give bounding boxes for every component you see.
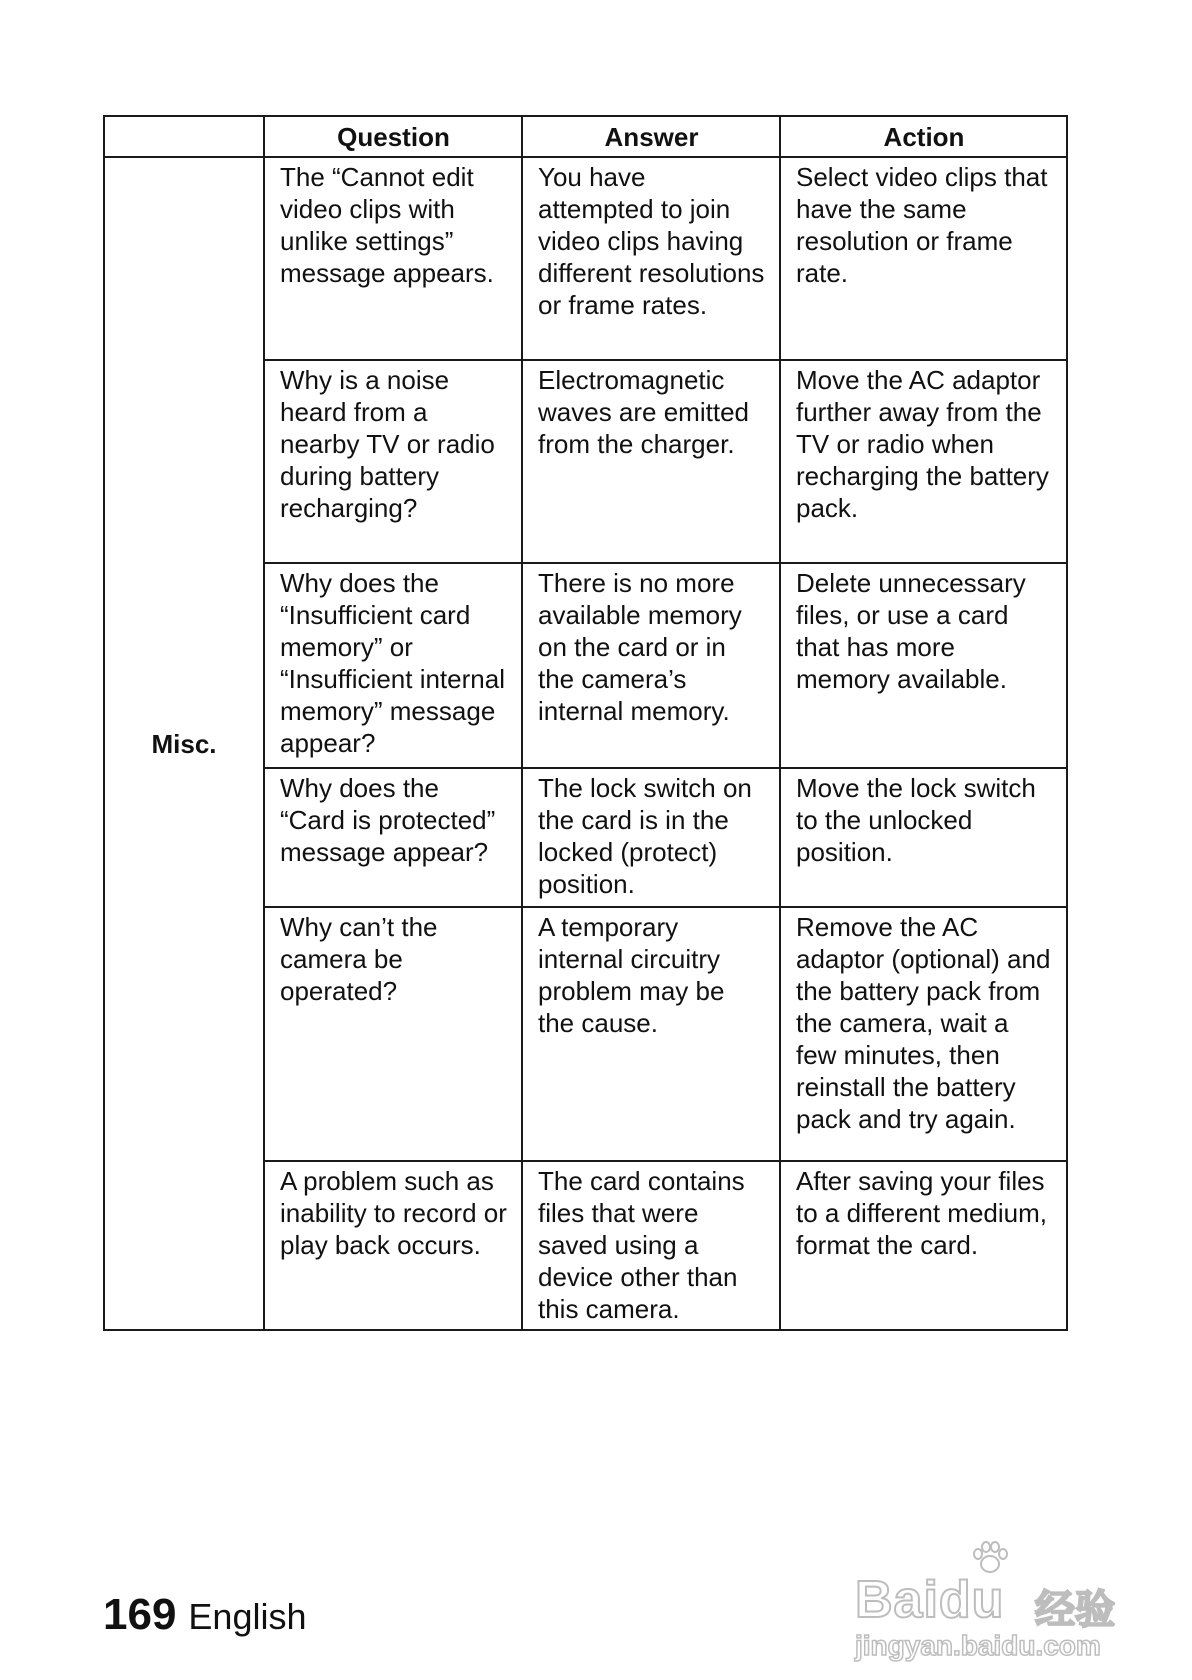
troubleshooting-table — [103, 115, 1068, 1331]
header-action: Action — [780, 116, 1067, 157]
action-cell: Move the AC adaptor further away from the TV or radio when recharging the battery pack. — [780, 360, 1067, 563]
table-header-row — [104, 116, 1067, 157]
watermark-url: jingyan.baidu.com — [855, 1630, 1101, 1661]
page-number: 169 — [103, 1590, 177, 1639]
answer-cell: The card contains files that were saved using a device other than this camera. — [522, 1161, 780, 1330]
question-cell: Why can’t the camera be operated? — [264, 907, 522, 1161]
question-cell: A problem such as inability to record or play back occurs. — [264, 1161, 522, 1330]
watermark-chinese: 经验 — [1035, 1588, 1115, 1632]
answer-cell: The lock switch on the card is in the locked (protect) position. — [522, 768, 780, 907]
watermark-brand: Baidu — [855, 1571, 1005, 1629]
action-cell: Remove the AC adaptor (optional) and the battery pack from the camera, wait a few minutes, then reinstall the battery pack and try again. — [780, 907, 1067, 1161]
question-cell: Why does the “Insufficient card memory” or “Insufficient internal memory” message appear? — [264, 563, 522, 768]
action-cell: Move the lock switch to the unlocked position. — [780, 768, 1067, 907]
page-language: English — [188, 1596, 307, 1637]
header-answer: Answer — [522, 116, 780, 157]
action-cell: Select video clips that have the same resolution or frame rate. — [780, 157, 1067, 360]
answer-cell: Electromagnetic waves are emitted from the charger. — [522, 360, 780, 563]
question-cell: Why is a noise heard from a nearby TV or radio during battery recharging? — [264, 360, 522, 563]
action-cell: After saving your files to a different medium, format the card. — [780, 1161, 1067, 1330]
question-cell: The “Cannot edit video clips with unlike settings” message appears. — [264, 157, 522, 360]
category-cell: Misc. — [104, 157, 264, 1330]
answer-cell: A temporary internal circuitry problem may be the cause. — [522, 907, 780, 1161]
header-question: Question — [264, 116, 522, 157]
question-cell: Why does the “Card is protected” message appear? — [264, 768, 522, 907]
watermark — [855, 1540, 1135, 1661]
table-row — [104, 157, 1067, 360]
action-cell: Delete unnecessary files, or use a card that has more memory available. — [780, 563, 1067, 768]
answer-cell: You have attempted to join video clips having different resolutions or frame rates. — [522, 157, 780, 360]
answer-cell: There is no more available memory on the card or in the camera’s internal memory. — [522, 563, 780, 768]
page-footer — [103, 1590, 307, 1640]
header-category — [104, 116, 264, 157]
